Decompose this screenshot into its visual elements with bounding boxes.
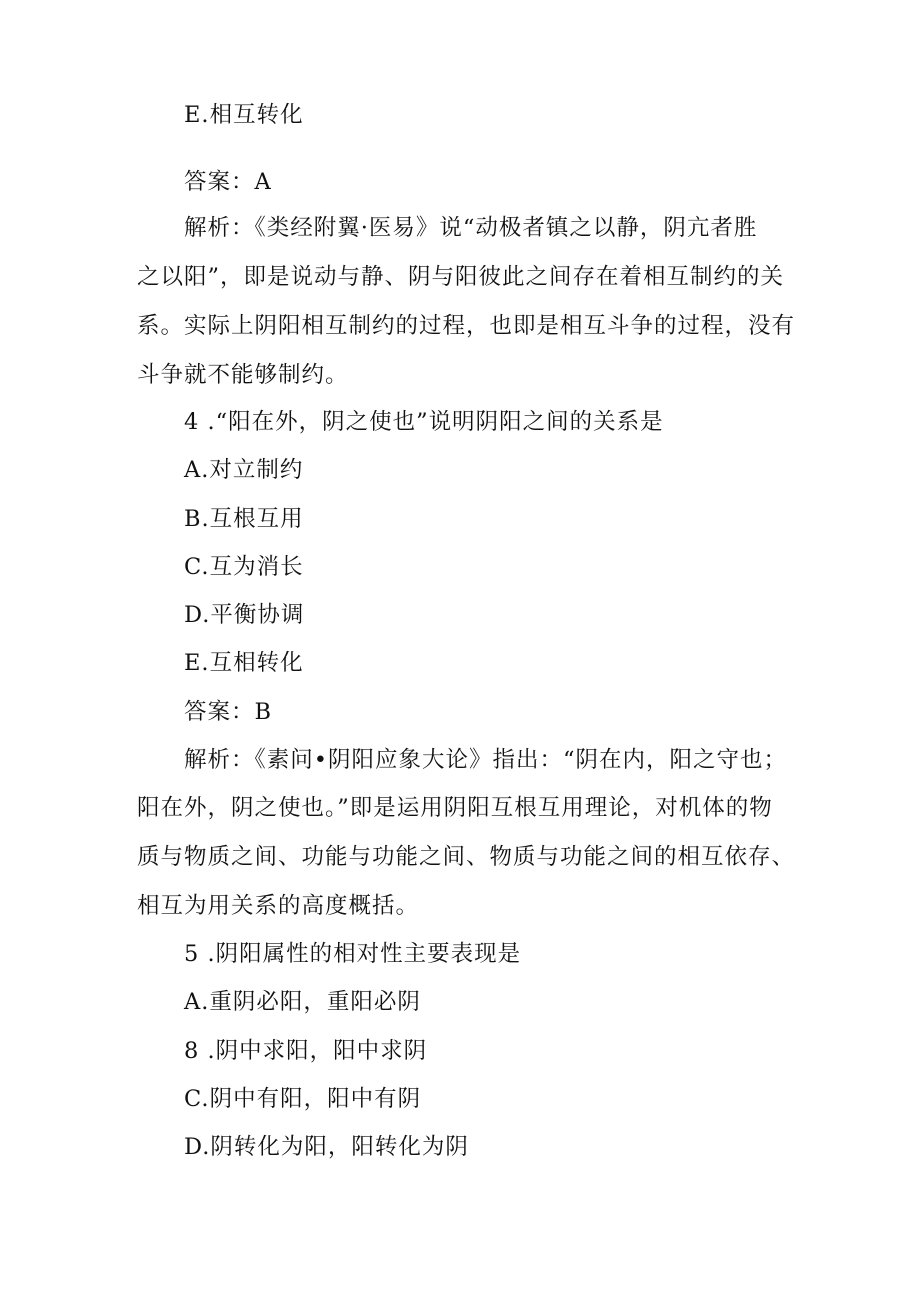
question-4-option-e: E.互相转化 bbox=[184, 650, 304, 676]
option-e-prev: E.相互转化 bbox=[184, 102, 304, 128]
explanation-4-line-1: 解析：《素问•阴阳应象大论》指出：“阴在内，阳之守也； bbox=[184, 747, 788, 773]
question-4: 4 .“阳在外，阴之使也”说明阴阳之间的关系是 bbox=[184, 409, 664, 435]
explanation-4-line-2: 阳在外，阴之使也。”即是运用阴阳互根互用理论，对机体的物 bbox=[137, 795, 773, 821]
explanation-3-line-4: 斗争就不能够制约。 bbox=[137, 362, 349, 388]
question-5-option-c: C.阴中有阳，阳中有阴 bbox=[184, 1086, 422, 1112]
answer-a: 答案：A bbox=[184, 169, 272, 195]
question-5-option-b: 8 .阴中求阳，阳中求阴 bbox=[184, 1038, 428, 1064]
answer-b: 答案：B bbox=[184, 699, 273, 725]
explanation-4-line-3: 质与物质之间、功能与功能之间、物质与功能之间的相互依存、 bbox=[137, 844, 796, 870]
question-4-option-d: D.平衡协调 bbox=[184, 602, 305, 628]
question-4-option-c: C.互为消长 bbox=[184, 554, 304, 580]
explanation-3-line-2: 之以阳”，即是说动与静、阴与阳彼此之间存在着相互制约的关 bbox=[137, 264, 785, 290]
question-4-option-b: B.互根互用 bbox=[184, 506, 304, 532]
explanation-3-line-1: 解析：《类经附翼·医易》说“动极者镇之以静，阴亢者胜 bbox=[184, 215, 758, 241]
question-4-option-a: A.对立制约 bbox=[184, 457, 304, 483]
explanation-3-line-3: 系。实际上阴阳相互制约的过程，也即是相互斗争的过程，没有 bbox=[137, 313, 796, 339]
explanation-4-line-4: 相互为用关系的高度概括。 bbox=[137, 893, 420, 919]
question-5: 5 .阴阳属性的相对性主要表现是 bbox=[184, 941, 522, 967]
question-5-option-a: A.重阴必阳，重阳必阴 bbox=[184, 989, 421, 1015]
question-5-option-d: D.阴转化为阳，阳转化为阴 bbox=[184, 1134, 469, 1160]
